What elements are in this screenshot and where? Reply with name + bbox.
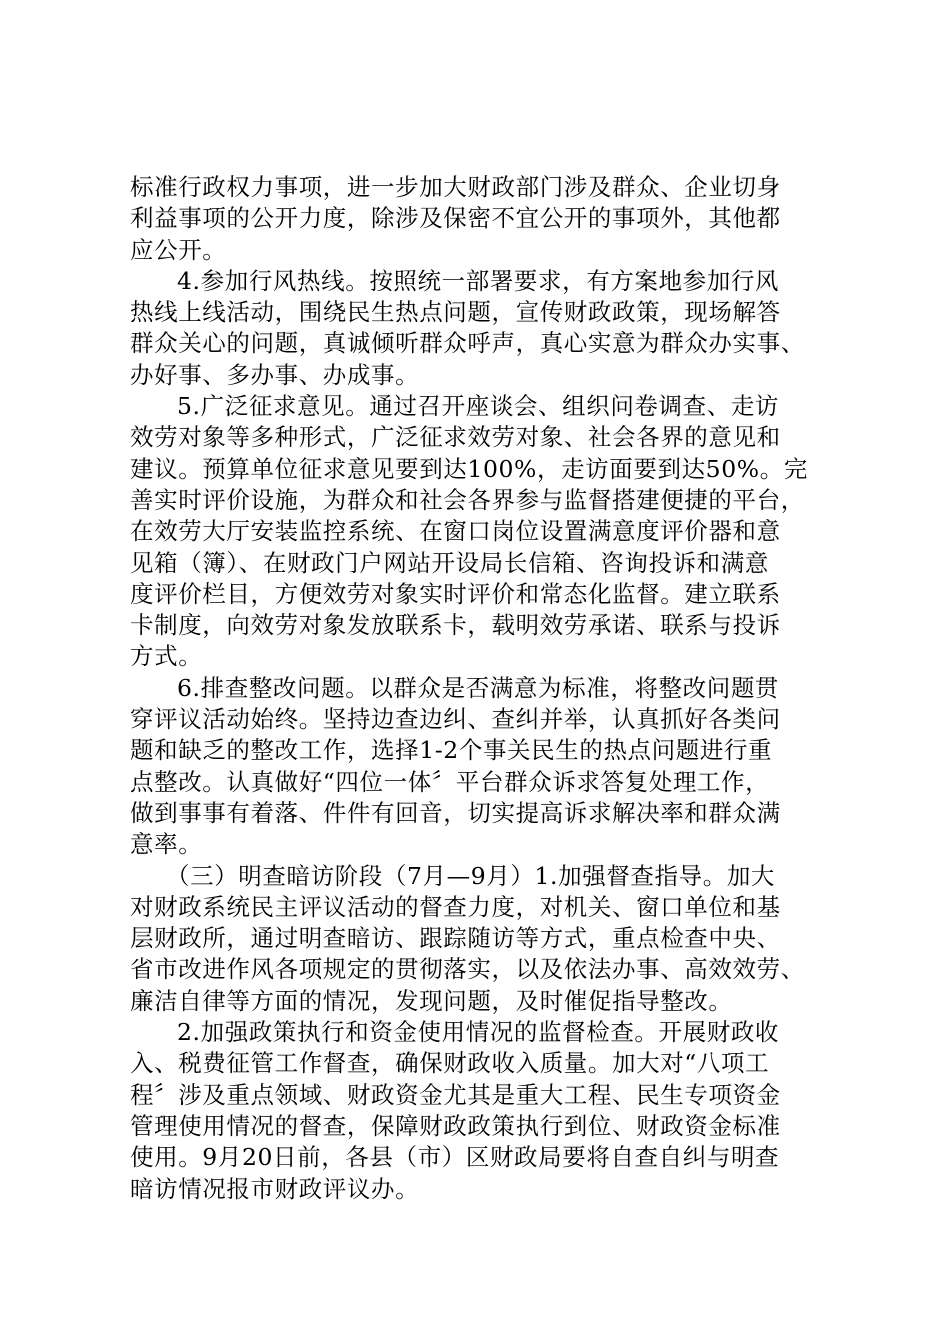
text-line: 穿评议活动始终。坚持边查边纠、查纠并举，认真抓好各类问 <box>130 705 781 734</box>
text-line: 群众关心的问题，真诚倾听群众呼声，真心实意为群众办实事、 <box>130 329 805 358</box>
text-line: 利益事项的公开力度，除涉及保密不宜公开的事项外，其他都 <box>130 204 781 233</box>
text-line: 暗访情况报市财政评议办。 <box>130 1174 420 1203</box>
text-line: 办好事、多办事、办成事。 <box>130 360 420 389</box>
text-line: 入、税费征管工作督查，确保财政收入质量。加大对“八项工 <box>130 1049 770 1078</box>
text-line: 做到事事有着落、件件有回音，切实提高诉求解决率和群众满 <box>130 798 781 827</box>
paragraph-6-start: 6.排查整改问题。以群众是否满意为标准，将整改问题贯 <box>177 673 780 702</box>
text-line: 题和缺乏的整改工作，选择1-2个事关民生的热点问题进行重 <box>130 736 773 765</box>
text-line: 标准行政权力事项，进一步加大财政部门涉及群众、企业切身 <box>130 173 781 201</box>
text-line: 建议。预算单位征求意见要到达100%，走访面要到达50%。完 <box>130 454 808 483</box>
paragraph-2-start: 2.加强政策执行和资金使用情况的监督检查。开展财政收 <box>177 1018 780 1047</box>
text-line: 层财政所，通过明查暗访、跟踪随访等方式，重点检查中央、 <box>130 924 781 953</box>
text-line: 度评价栏目，方便效劳对象实时评价和常态化监督。建立联系 <box>130 579 781 608</box>
text-line: 点整改。认真做好“四位一体〞平台群众诉求答复处理工作， <box>130 767 770 796</box>
text-line: 效劳对象等多种形式，广泛征求效劳对象、社会各界的意见和 <box>130 423 781 452</box>
text-line: 卡制度，向效劳对象发放联系卡，载明效劳承诺、联系与投诉 <box>130 611 781 640</box>
text-line: 省市改进作风各项规定的贯彻落实，以及依法办事、高效效劳、 <box>130 955 805 984</box>
text-line: 使用。9月20日前，各县（市）区财政局要将自查自纠与明查 <box>130 1143 780 1172</box>
text-line: 意率。 <box>130 830 203 859</box>
text-line: 善实时评价设施，为群众和社会各界参与监督搭建便捷的平台， <box>130 485 805 514</box>
paragraph-4-start: 4.参加行风热线。按照统一部署要求，有方案地参加行风 <box>177 266 780 295</box>
text-line: 程〞涉及重点领域、财政资金尤其是重大工程、民生专项资金 <box>130 1080 781 1109</box>
section-3-heading: （三）明查暗访阶段（7月—9月）1.加强督查指导。加大 <box>166 861 776 890</box>
text-line: 方式。 <box>130 642 203 671</box>
text-line: 应公开。 <box>130 235 227 264</box>
text-line: 见箱（簿）、在财政门户网站开设局长信箱、咨询投诉和满意 <box>130 548 769 577</box>
text-line: 对财政系统民主评议活动的督查力度，对机关、窗口单位和基 <box>130 892 781 921</box>
document-body <box>130 172 842 1205</box>
text-line: 管理使用情况的督查，保障财政政策执行到位、财政资金标准 <box>130 1111 781 1140</box>
text-line: 廉洁自律等方面的情况，发现问题，及时催促指导整改。 <box>130 986 733 1015</box>
text-line: 在效劳大厅安装监控系统、在窗口岗位设置满意度评价器和意 <box>130 517 781 546</box>
paragraph-5-start: 5.广泛征求意见。通过召开座谈会、组织问卷调查、走访 <box>177 392 780 421</box>
text-line: 热线上线活动，围绕民生热点问题，宣传财政政策，现场解答 <box>130 298 781 327</box>
